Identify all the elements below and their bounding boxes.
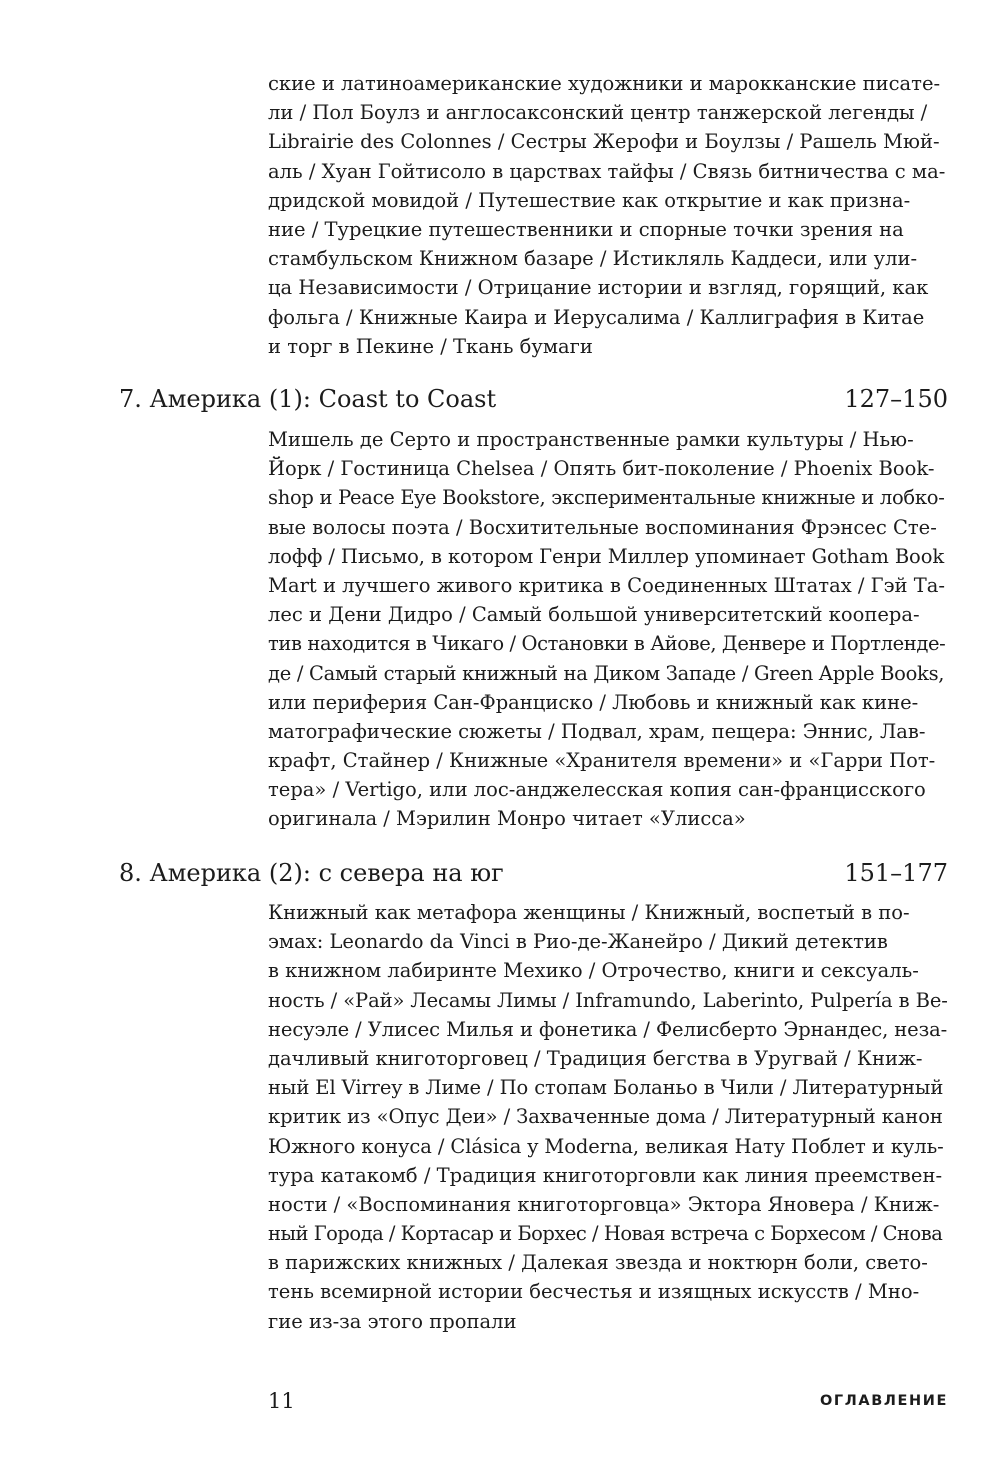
description-line: ный Города / Кортасар и Борхес / Новая встреча с Борхесом / Снова	[268, 1222, 943, 1246]
description-line: Librairie des Colonnes / Сестры Жерофи и Боулзы / Рашель Мюй-	[268, 130, 940, 154]
chapter-7-page-range: 127–150	[844, 385, 948, 413]
chapter-8-description	[268, 898, 948, 1336]
chapter-8-page-range: 151–177	[844, 859, 948, 887]
description-line: в парижских книжных / Далекая звезда и ноктюрн боли, свето-	[268, 1251, 928, 1275]
description-line: ный El Virrey в Лиме / По стопам Боланьо в Чили / Литературный	[268, 1076, 944, 1100]
description-line: стамбульском Книжном базаре / Истикляль Каддеси, или ули-	[268, 247, 918, 271]
chapter-7-description	[268, 425, 948, 834]
description-line: тура катакомб / Традиция книготорговли как линия преемствен-	[268, 1163, 943, 1187]
description-line: де / Самый старый книжный на Диком Западе / Green Apple Books,	[268, 661, 945, 685]
description-line: ность / «Рай» Лесамы Лимы / Inframundo, Laberinto, Pulpería в Ве-	[268, 988, 948, 1012]
description-line: критик из «Опус Деи» / Захваченные дома / Литературный канон	[268, 1105, 943, 1129]
page-number: 11	[268, 1389, 295, 1413]
description-line: несуэле / Улисес Милья и фонетика / Фелисберто Эрнандес, неза-	[268, 1017, 948, 1041]
description-line: фольга / Книжные Каира и Иерусалима / Каллиграфия в Китае	[268, 305, 925, 329]
description-line: или периферия Сан-Франциско / Любовь и книжный как кине-	[268, 690, 919, 714]
chapter-8-heading[interactable]	[119, 856, 948, 890]
chapter-8-title: 8. Америка (2): с севера на юг	[119, 859, 504, 887]
running-head: ОГЛАВЛЕНИЕ	[819, 1393, 948, 1409]
description-line: тив находится в Чикаго / Остановки в Айове, Денвере и Портленде-	[268, 632, 946, 656]
description-line: ности / «Воспоминания книготорговца» Эктора Яновера / Книж-	[268, 1192, 940, 1216]
description-line: матографические сюжеты / Подвал, храм, пещера: Эннис, Лав-	[268, 719, 926, 743]
description-line: ца Независимости / Отрицание истории и взгляд, горящий, как	[268, 276, 929, 300]
chapter-7-title: 7. Америка (1): Coast to Coast	[119, 385, 497, 413]
description-line: ние / Турецкие путешественники и спорные точки зрения на	[268, 217, 904, 241]
description-line: тень всемирной истории бесчестья и изящных искусств / Мно-	[268, 1280, 920, 1304]
chapter-6-description-continuation	[268, 69, 948, 361]
description-line: ли / Пол Боулз и англосаксонский центр танжерской легенды /	[268, 101, 928, 125]
description-line: Южного конуса / Clásica y Moderna, великая Нату Поблет и куль-	[268, 1134, 944, 1158]
description-line: крафт, Стайнер / Книжные «Хранителя времени» и «Гарри Пот-	[268, 749, 936, 773]
description-line: лофф / Письмо, в котором Генри Миллер упоминает Gotham Book	[268, 544, 945, 568]
description-line: Мишель де Серто и пространственные рамки культуры / Нью-	[268, 428, 914, 451]
description-line: аль / Хуан Гойтисоло в царствах тайфы / Связь битничества с ма-	[268, 159, 946, 183]
description-line: дачливый книготорговец / Традиция бегства в Уругвай / Книж-	[268, 1046, 923, 1070]
description-line: Mart и лучшего живого критика в Соединенных Штатах / Гэй Та-	[268, 573, 945, 597]
description-line: дридской мовидой / Путешествие как открытие и как призна-	[268, 188, 911, 212]
description-line: вые волосы поэта / Восхитительные воспоминания Фрэнсес Сте-	[268, 515, 937, 539]
description-line: эмах: Leonardo da Vinci в Рио-де-Жанейро / Дикий детектив	[268, 930, 888, 954]
chapter-7-heading[interactable]	[119, 382, 948, 416]
description-line: Йорк / Гостиница Chelsea / Опять бит-поколение / Phoenix Book-	[268, 457, 935, 481]
description-line: тера» / Vertigo, или лос-анджелесская копия сан-францисского	[268, 778, 926, 802]
description-line: ские и латиноамериканские художники и марокканские писате-	[268, 72, 941, 95]
description-line: shop и Peace Eye Bookstore, экспериментальные книжные и лобко-	[268, 486, 945, 510]
description-line: в книжном лабиринте Мехико / Отрочество, книги и сексуаль-	[268, 959, 919, 983]
description-line: гие из-за этого пропали	[268, 1309, 517, 1333]
description-line: и торг в Пекине / Ткань бумаги	[268, 334, 593, 358]
description-line: оригинала / Мэрилин Монро читает «Улисса»	[268, 807, 746, 831]
description-line: лес и Дени Дидро / Самый большой университетский коопера-	[268, 603, 920, 627]
description-line: Книжный как метафора женщины / Книжный, воспетый в по-	[268, 901, 910, 924]
